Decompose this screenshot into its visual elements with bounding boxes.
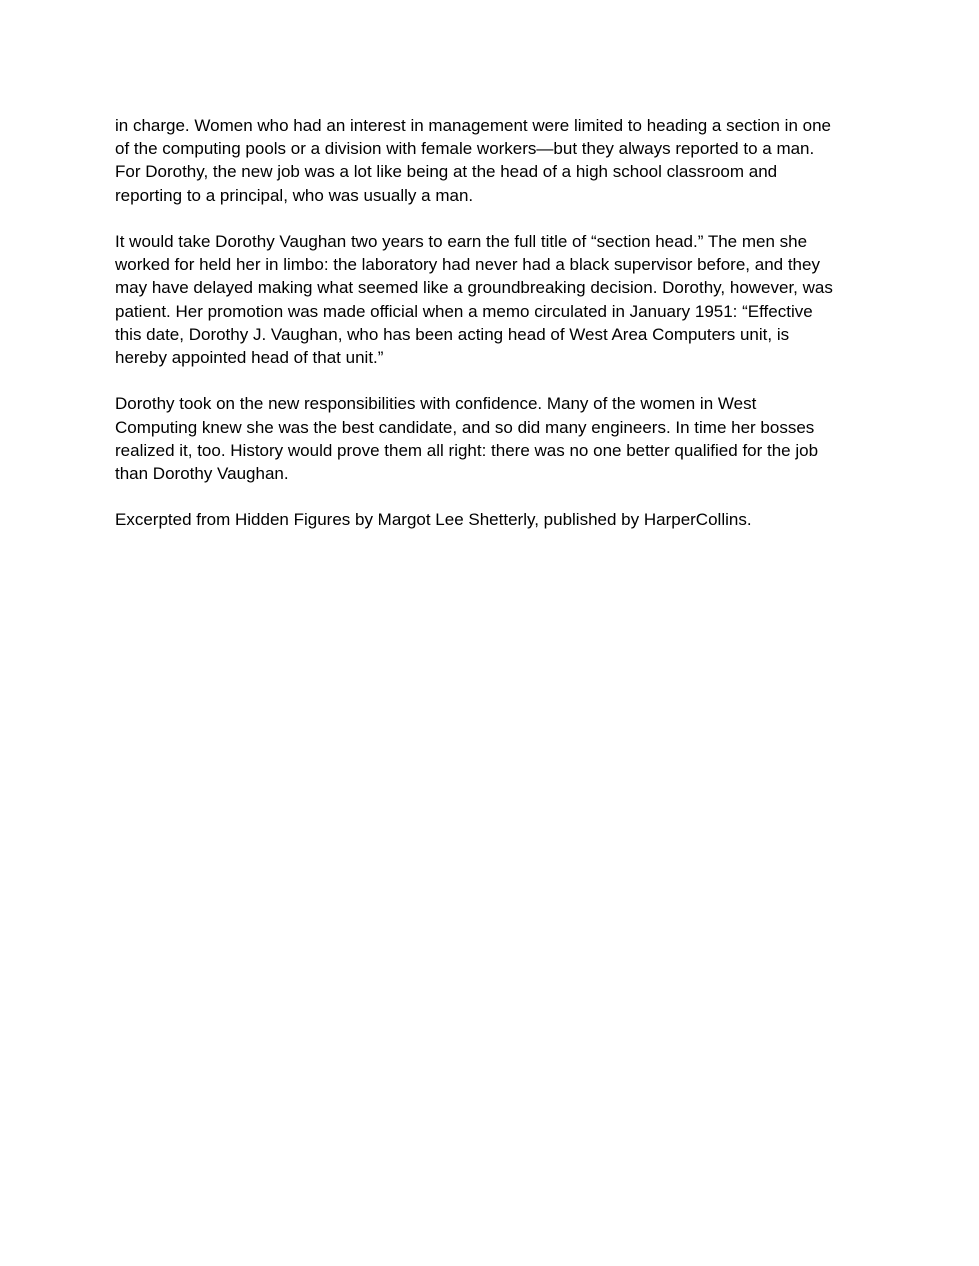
- text-line: Dorothy took on the new responsibilities with confidence. Many of the women in West: [115, 394, 757, 414]
- text-line: Computing knew she was the best candidate, and so did many engineers. In time her bosses: [115, 417, 815, 437]
- paragraph-management: [115, 114, 865, 207]
- text-line: in charge. Women who had an interest in management were limited to heading a section in one: [115, 116, 832, 135]
- text-line: this date, Dorothy J. Vaughan, who has been acting head of West Area Computers unit, is: [115, 324, 790, 344]
- document-body: [115, 114, 865, 555]
- text-line: worked for held her in limbo: the laboratory had never had a black supervisor before, and they: [115, 255, 820, 275]
- attribution-note: [115, 508, 865, 531]
- text-line: For Dorothy, the new job was a lot like being at the head of a high school classroom and: [115, 162, 778, 182]
- text-line: It would take Dorothy Vaughan two years to earn the full title of “section head.” The men she: [115, 232, 808, 251]
- text-line: may have delayed making what seemed like a groundbreaking decision. Dorothy, however, was: [115, 278, 833, 298]
- text-line: than Dorothy Vaughan.: [115, 464, 289, 484]
- text-line: hereby appointed head of that unit.”: [115, 348, 384, 368]
- text-line: realized it, too. History would prove them all right: there was no one better qualified for the job: [115, 440, 819, 460]
- text-line: Excerpted from Hidden Figures by Margot Lee Shetterly, published by HarperCollins.: [115, 510, 752, 530]
- paragraph-section-head: [115, 230, 865, 369]
- text-line: patient. Her promotion was made official when a memo circulated in January 1951: “Effective: [115, 301, 813, 321]
- text-line: of the computing pools or a division with female workers—but they always reported to a man.: [115, 139, 815, 159]
- text-line: reporting to a principal, who was usually a man.: [115, 185, 474, 205]
- paragraph-confidence: [115, 392, 865, 485]
